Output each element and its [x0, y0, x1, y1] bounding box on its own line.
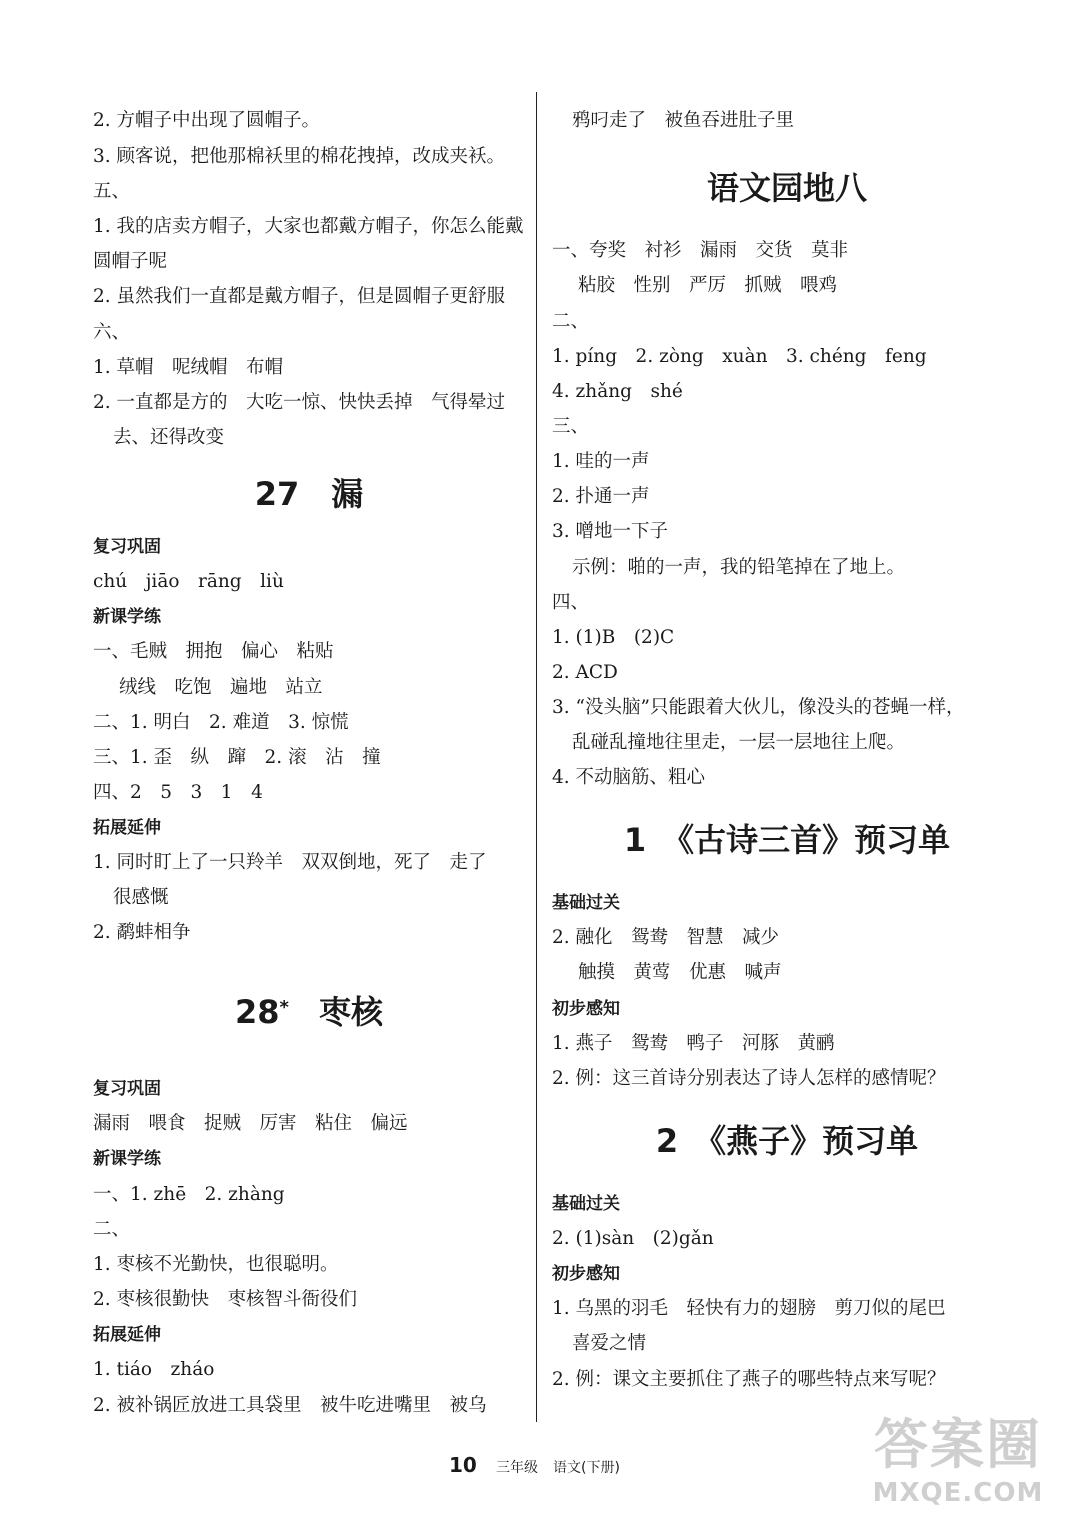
answer-line: 2. 鹬蚌相争: [93, 922, 191, 943]
answer-line: 2. 例：这三首诗分别表达了诗人怎样的感情呢？: [552, 1068, 946, 1089]
subsection-heading: 基础过关: [552, 1194, 620, 1214]
subsection-heading: 基础过关: [552, 893, 620, 913]
section-number: 三、: [552, 416, 590, 437]
subsection-heading: 初步感知: [552, 999, 620, 1019]
lesson-title-1-preview: 1 《古诗三首》预习单: [623, 821, 951, 859]
footer-subject: 语文(下册): [553, 1460, 620, 1476]
answer-line: 1. 枣核不光勤快，也很聪明。: [93, 1254, 339, 1275]
answer-line: 1. tiáo zháo: [93, 1359, 215, 1380]
answer-line: 很感慨: [113, 887, 169, 908]
watermark-logo: 答案圈: [874, 1413, 1042, 1476]
answer-line: 漏雨 喂食 捉贼 厉害 粘住 偏远: [93, 1113, 408, 1134]
subsection-heading: 复习巩固: [93, 537, 161, 557]
answer-line: 二、1. 明白 2. 难道 3. 惊慌: [93, 712, 349, 733]
answer-line: 圆帽子呢: [93, 251, 168, 272]
page-number: 10: [449, 1453, 477, 1477]
answer-line: 2. ACD: [552, 662, 618, 683]
lesson-name: 枣核: [318, 993, 383, 1031]
answer-line: chú jiāo rāng liù: [93, 571, 284, 592]
answer-line: 示例：啪的一声，我的铅笔掉在了地上。: [572, 557, 906, 578]
answer-line: 1. 乌黑的羽毛 轻快有力的翅膀 剪刀似的尾巴: [552, 1298, 946, 1319]
section-number: 五、: [93, 181, 131, 202]
lesson-title-28: [93, 992, 525, 1032]
answer-line: 2. 方帽子中出现了圆帽子。: [93, 110, 321, 131]
answer-line: 鸦叼走了 被鱼吞进肚子里: [572, 110, 795, 131]
answer-line: 去、还得改变: [113, 427, 225, 448]
answer-line: 乱碰乱撞地往里走，一层一层地往上爬。: [572, 732, 906, 753]
answer-line: 3. 噌地一下子: [552, 521, 669, 542]
answer-line: 1. (1)B (2)C: [552, 627, 675, 648]
section-number: 六、: [93, 322, 131, 343]
answer-line: 绒线 吃饱 遍地 站立: [119, 677, 323, 698]
answer-line: 2. (1)sàn (2)gǎn: [552, 1228, 714, 1249]
answer-line: 2. 例：课文主要抓住了燕子的哪些特点来写呢？: [552, 1369, 946, 1390]
subsection-heading: 拓展延伸: [93, 1325, 161, 1345]
answer-line: 2. 虽然我们一直都是戴方帽子，但是圆帽子更舒服: [93, 286, 506, 307]
subsection-heading: 新课学练: [93, 607, 161, 627]
lesson-title-27: 27 漏: [254, 475, 364, 513]
answer-line: 1. 燕子 鸳鸯 鸭子 河豚 黄鹂: [552, 1033, 835, 1054]
answer-line: 1. 同时盯上了一只羚羊 双双倒地，死了 走了: [93, 852, 487, 873]
site-watermark: [863, 1412, 1053, 1522]
answer-line: 3. “没头脑”只能跟着大伙儿，像没头的苍蝇一样，: [552, 697, 965, 718]
answer-line: 4. zhǎng shé: [552, 381, 683, 402]
answer-line: 一、1. zhē 2. zhàng: [93, 1184, 285, 1205]
answer-line: 1. píng 2. zòng xuàn 3. chéng feng: [552, 346, 927, 367]
subsection-heading: 初步感知: [552, 1264, 620, 1284]
lesson-number: 28: [235, 993, 280, 1031]
answer-line: 2. 融化 鸳鸯 智慧 减少: [552, 927, 780, 948]
answer-line: 一、毛贼 拥抱 偏心 粘贴: [93, 641, 334, 662]
answer-line: 3. 顾客说，把他那棉袄里的棉花拽掉，改成夹袄。: [93, 146, 506, 167]
answer-line: 1. 哇的一声: [552, 451, 650, 472]
section-number: 四、: [552, 592, 590, 613]
optional-lesson-star: *: [279, 997, 289, 1018]
watermark-url: MXQE.COM: [872, 1478, 1044, 1508]
answer-line: 1. 我的店卖方帽子，大家也都戴方帽子，你怎么能戴: [93, 216, 524, 237]
section-number: 二、: [552, 311, 590, 332]
answer-line: 1. 草帽 呢绒帽 布帽: [93, 357, 284, 378]
subsection-heading: 拓展延伸: [93, 818, 161, 838]
subsection-heading: 复习巩固: [93, 1079, 161, 1099]
answer-line: 2. 一直都是方的 大吃一惊、快快丢掉 气得晕过: [93, 392, 506, 413]
unit-title-garden-8: 语文园地八: [706, 169, 867, 207]
answer-line: 四、2 5 3 1 4: [93, 782, 263, 803]
answer-line: 2. 被补锅匠放进工具袋里 被牛吃进嘴里 被乌: [93, 1395, 487, 1416]
footer-grade: 三年级: [495, 1460, 538, 1476]
section-number: 二、: [93, 1219, 131, 1240]
answer-line: 粘胶 性别 严厉 抓贼 喂鸡: [578, 275, 838, 296]
answer-line: 喜爱之情: [572, 1333, 647, 1354]
answer-line: 4. 不动脑筋、粗心: [552, 767, 706, 788]
column-divider: [536, 92, 537, 1422]
answer-line: 2. 枣核很勤快 枣核智斗衙役们: [93, 1289, 358, 1310]
answer-line: 三、1. 歪 纵 蹿 2. 滚 沾 撞: [93, 747, 381, 768]
subsection-heading: 新课学练: [93, 1149, 161, 1169]
answer-line: 一、夸奖 衬衫 漏雨 交货 莫非: [552, 240, 849, 261]
lesson-title-2-preview: 2 《燕子》预习单: [655, 1122, 919, 1160]
answer-line: 2. 扑通一声: [552, 486, 650, 507]
answer-line: 触摸 黄莺 优惠 喊声: [578, 962, 782, 983]
